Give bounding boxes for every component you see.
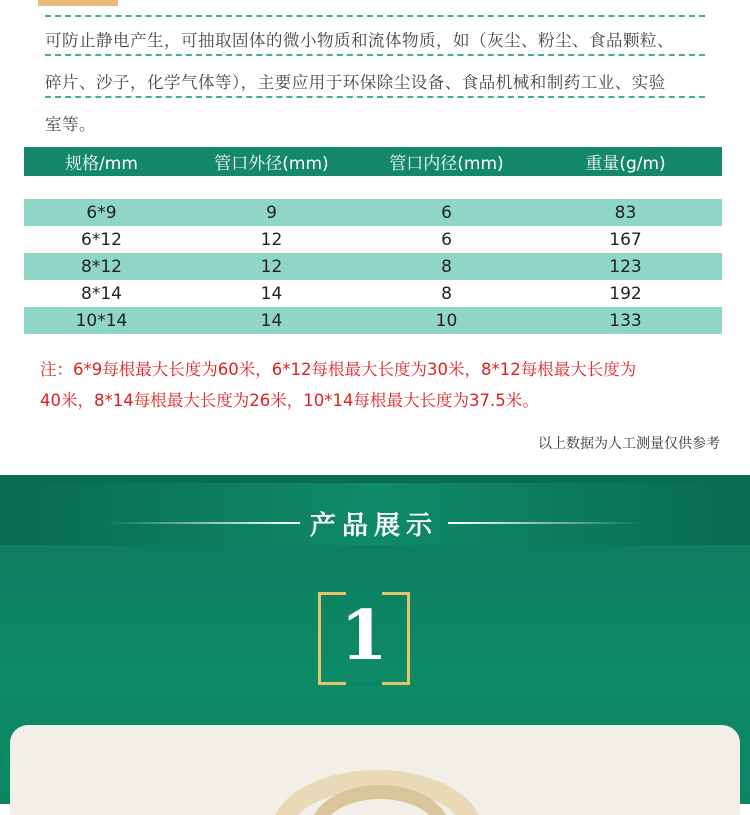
note-line: 40米，8*14每根最大长度为26米，10*14每根最大长度为37.5米。 <box>40 391 539 410</box>
description-line: 可防止静电产生，可抽取固体的微小物质和流体物质，如（灰尘、粉尘、食品颗粒、 <box>45 31 674 50</box>
product-showcase-section <box>0 475 750 804</box>
description-line: 室等。 <box>45 115 96 134</box>
product-description <box>45 20 715 146</box>
table-cell: 8 <box>441 283 452 304</box>
table-cell: 133 <box>609 310 642 331</box>
title-rule-right <box>448 522 643 524</box>
dashed-divider <box>45 96 705 98</box>
description-line: 碎片、沙子，化学气体等），主要应用于环保除尘设备、食品机械和制药工业、实验 <box>45 73 666 92</box>
table-cell: 8 <box>441 256 452 277</box>
header-cell: 重量(g/m) <box>585 154 666 174</box>
table-cell: 10*14 <box>75 310 128 331</box>
table-cell: 14 <box>260 310 283 331</box>
section-title: 产品展示 <box>309 511 438 541</box>
table-cell: 8*12 <box>81 256 122 277</box>
note-line: 注：6*9每根最大长度为60米，6*12每根最大长度为30米，8*12每根最大长度为 <box>40 360 637 379</box>
title-rule-left <box>105 522 300 524</box>
cropped-top-strip <box>0 0 750 15</box>
table-cell: 8*14 <box>81 283 122 304</box>
table-cell: 6*12 <box>81 229 122 250</box>
table-row <box>24 199 722 226</box>
spec-table-header <box>24 147 722 176</box>
table-row <box>24 226 722 253</box>
product-photo <box>10 725 740 815</box>
dashed-divider-top <box>45 15 705 17</box>
table-cell: 10 <box>435 310 458 331</box>
header-cell: 管口内径(mm) <box>389 154 504 174</box>
dashed-divider <box>45 54 705 56</box>
table-cell: 192 <box>609 283 642 304</box>
table-row <box>24 280 722 307</box>
table-cell: 6 <box>441 202 452 223</box>
header-cell: 管口外径(mm) <box>214 154 329 174</box>
table-cell: 6 <box>441 229 452 250</box>
section-tag <box>38 0 118 6</box>
table-cell: 83 <box>614 202 637 223</box>
showcase-number: 1 <box>340 596 388 676</box>
spec-table <box>24 147 722 334</box>
length-note <box>40 354 730 416</box>
table-cell: 12 <box>260 256 283 277</box>
table-cell: 14 <box>260 283 283 304</box>
header-cell: 规格/mm <box>65 154 138 174</box>
measurement-disclaimer: 以上数据为人工测量仅供参考 <box>538 436 720 452</box>
table-cell: 6*9 <box>86 202 117 223</box>
table-spacer <box>24 176 722 199</box>
table-cell: 123 <box>609 256 642 277</box>
table-row <box>24 307 722 334</box>
table-cell: 9 <box>266 202 277 223</box>
frame-gap-bottom <box>346 681 382 685</box>
table-cell: 12 <box>260 229 283 250</box>
title-band <box>0 483 750 545</box>
table-cell: 167 <box>609 229 642 250</box>
table-row <box>24 253 722 280</box>
number-badge <box>318 592 410 685</box>
